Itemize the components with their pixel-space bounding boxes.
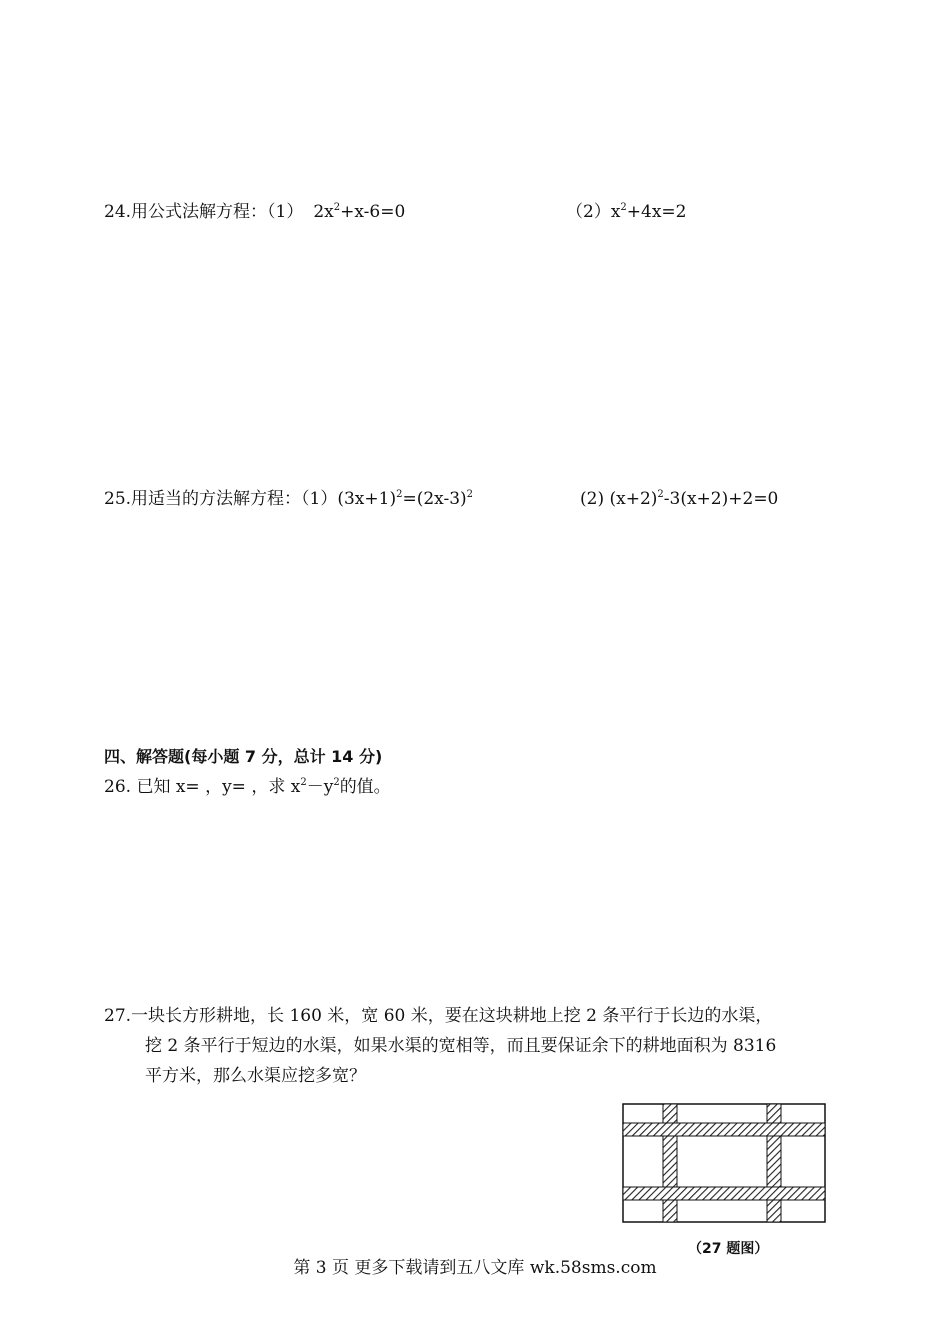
q26-text-a: 26. 已知 x= ，y= ，求 x <box>104 777 301 797</box>
figure-27-caption: （27 题图） <box>688 1241 769 1257</box>
question-27-line-1: 27.一块长方形耕地，长 160 米，宽 60 米，要在这块耕地上挖 2 条平行于长边的水渠， <box>104 1006 773 1026</box>
canal-horizontal-top <box>623 1123 825 1136</box>
q25-part1-mid: =(2x-3) <box>402 489 467 509</box>
canal-horizontal-bottom <box>623 1187 825 1200</box>
question-24-part2 <box>566 201 687 223</box>
question-25 <box>104 488 473 510</box>
q24-part2-b: +4x=2 <box>626 202 687 222</box>
question-24 <box>104 201 405 223</box>
q24-part1-exponent: 2 <box>333 202 341 213</box>
q25-label: 25.用适当的方法解方程：（1）(3x+1) <box>104 489 397 509</box>
q25-part1-exponent-2: 2 <box>466 489 474 500</box>
q25-part2-label: (2) (x+2) <box>580 489 658 509</box>
section-4-title: 四、解答题(每小题 7 分，总计 14 分) <box>104 747 383 766</box>
q26-exponent-2: 2 <box>333 777 340 788</box>
q26-text-c: 的值。 <box>339 777 391 797</box>
canal-vertical-right <box>767 1104 781 1222</box>
question-27-line-3: 平方米，那么水渠应挖多宽？ <box>145 1066 366 1086</box>
question-25-part2 <box>580 488 778 510</box>
q25-part2-exponent: 2 <box>657 489 664 500</box>
page-footer: 第 3 页 更多下载请到五八文库 wk.58sms.com <box>293 1258 657 1278</box>
q24-part1-b: +x-6=0 <box>340 202 406 222</box>
question-26 <box>104 776 391 798</box>
q25-part1-exponent-1: 2 <box>396 489 403 500</box>
q24-part2-exponent: 2 <box>620 202 627 213</box>
q24-label: 24.用公式法解方程：（1） <box>104 202 304 222</box>
q26-text-b: －y <box>306 777 334 797</box>
canal-vertical-left <box>663 1104 677 1222</box>
question-27-line-2: 挖 2 条平行于短边的水渠，如果水渠的宽相等，而且要保证余下的耕地面积为 8316 <box>145 1036 777 1056</box>
field-canal-diagram <box>622 1103 826 1223</box>
q24-part1-a: 2x <box>313 202 334 222</box>
q25-part2-b: -3(x+2)+2=0 <box>663 489 779 509</box>
q26-exponent-1: 2 <box>300 777 307 788</box>
field-outline <box>623 1104 825 1222</box>
q24-part2-label: （2）x <box>566 202 621 222</box>
